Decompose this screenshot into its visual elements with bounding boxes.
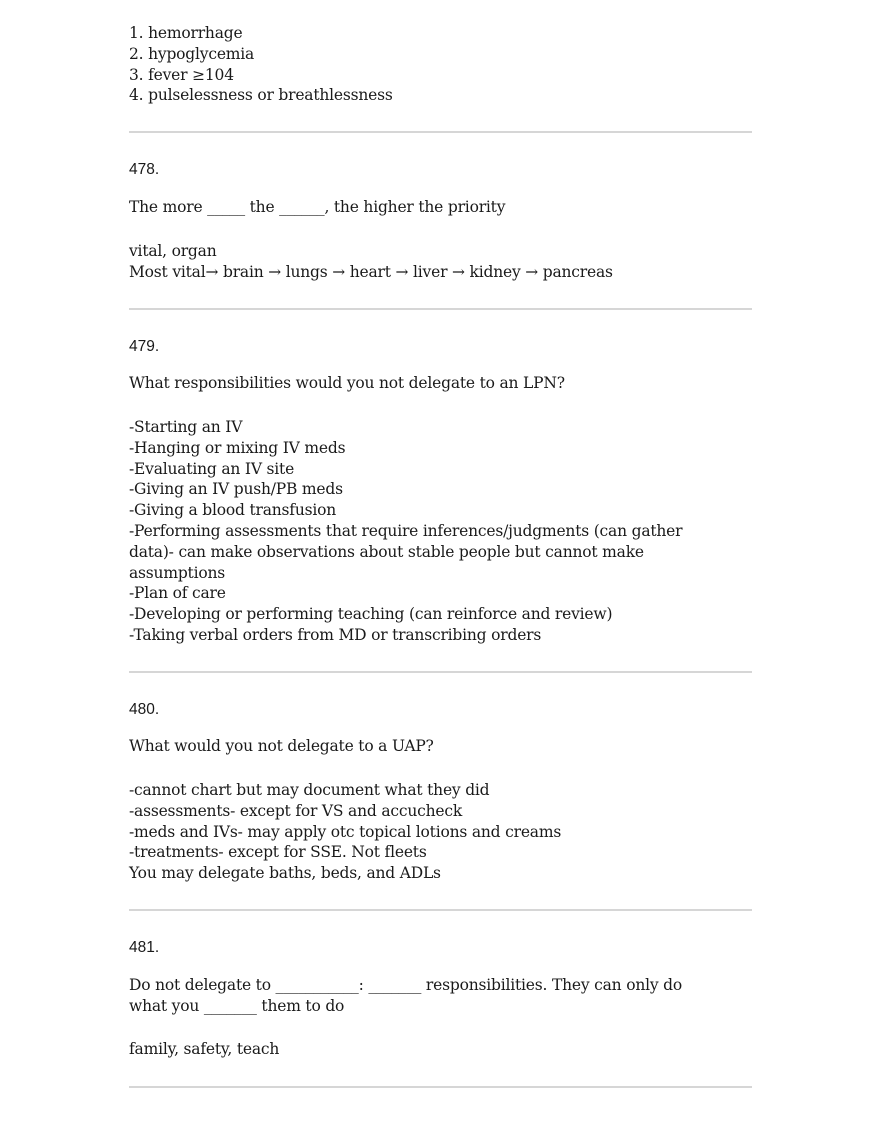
divider (129, 671, 752, 673)
card-481 (129, 938, 159, 958)
card-number: 480. (129, 701, 160, 718)
card-question: What would you not delegate to a UAP? (129, 737, 434, 755)
divider (129, 909, 752, 911)
card-question: Do not delegate to ___________: _______ responsibilities. They can only do what you _______ them to do (129, 976, 683, 1015)
list-item: 4. pulselessness or breathlessness (129, 86, 393, 105)
list-item: 2. hypoglycemia (129, 44, 255, 63)
divider (129, 308, 752, 310)
list-item: 1. hemorrhage (129, 24, 243, 42)
card-question: What responsibilities would you not delegate to an LPN? (129, 374, 565, 392)
card-answer: family, safety, teach (129, 1040, 280, 1058)
card-question: The more _____ the ______, the higher the priority (129, 198, 506, 216)
list-item: 3. fever ≥104 (129, 65, 234, 84)
divider (129, 131, 752, 133)
card-479 (129, 337, 159, 357)
card-number: 481. (129, 939, 160, 956)
previous-card-answer-list (129, 23, 393, 106)
card-answer: vital, organ Most vital→ brain → lungs → heart → liver → kidney → pancreas (129, 242, 613, 281)
card-480 (129, 700, 159, 720)
divider (129, 1086, 752, 1088)
card-number: 478. (129, 161, 160, 178)
card-478 (129, 160, 159, 180)
card-answer: -Starting an IV -Hanging or mixing IV meds -Evaluating an IV site -Giving an IV push/PB meds -Giving a blood transfusion -Performing assessments that require inferences/judgments (can gather data)- can make observations about stable people but cannot make assumptions -Plan of care -Developing or performing teaching (can reinforce and review) -Taking verbal orders from MD or transcribing orders (129, 418, 683, 644)
card-answer: -cannot chart but may document what they did -assessments- except for VS and accucheck -meds and IVs- may apply otc topical lotions and creams -treatments- except for SSE. Not fleets You may delegate baths, beds, and ADLs (129, 781, 562, 883)
card-number: 479. (129, 338, 160, 355)
